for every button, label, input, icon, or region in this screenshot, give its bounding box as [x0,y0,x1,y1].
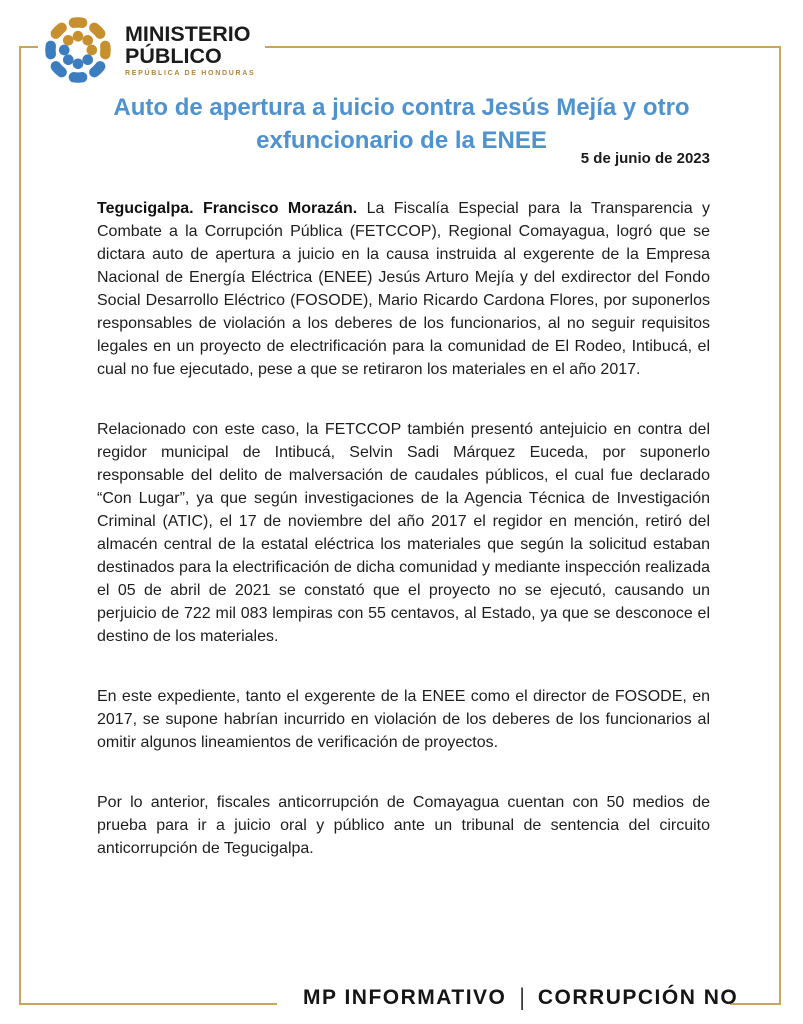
paragraph-3: En este expediente, tanto el exgerente de la ENEE como el director de FOSODE, en 2017, se supone habrían incurrido en violación de los deberes de los funcionarios al omitir algunos lineamientos de verificación de proyectos. [97,688,710,751]
page-title [0,91,803,157]
article-body [97,197,710,897]
gold-frame-left [19,46,21,1005]
gold-frame-right [779,46,781,1005]
ministerio-publico-logo [38,6,265,94]
page-title-line2: exfuncionario de la ENEE [256,127,547,154]
paragraph-1-dateline: Tegucigalpa. Francisco Morazán. [97,200,358,217]
publication-date: 5 de junio de 2023 [580,150,710,167]
paragraph-1 [97,197,710,381]
page-title-line1: Auto de apertura a juicio contra Jesús Mejía y otro [113,94,690,121]
logo-name-line1: MINISTERIO [125,22,251,46]
logo-subtitle: REPÚBLICA DE HONDURAS [125,70,256,77]
footer-corrupcion-no: CORRUPCIÓN NO [537,986,739,1009]
paragraph-4: Por lo anterior, fiscales anticorrupción de Comayagua cuentan con 50 medios de prueba para ir a juicio oral y público ante un tribunal de sentencia del circuito anticorrupción de Tegucigalpa. [97,794,710,857]
paragraph-1-text: La Fiscalía Especial para la Transparencia y Combate a la Corrupción Pública (FETCCOP), Regional Comayagua, logró que se dictara auto de apertura a juicio en la causa instruida al exgerente de la Empresa Nacional de Energía Eléctrica (ENEE) Jesús Arturo Mejía y del exdirector del Fondo Social Desarrollo Eléctrico (FOSODE), Mario Ricardo Cardona Flores, por suponerlos responsables de violación a los deberes de los funcionarios, al no seguir requisitos legales en un proyecto de electrificación para la comunidad de El Rodeo, Intibucá, el cual no fue ejecutado, pese a que se retiraron los materiales en el año 2017. [97,200,710,378]
footer-banner [277,982,739,1014]
logo-name-line2: PÚBLICO [125,44,222,68]
footer-mp-informativo: MP INFORMATIVO [303,986,507,1009]
paragraph-2: Relacionado con este caso, la FETCCOP también presentó antejuicio en contra del regidor municipal de Intibucá, Selvin Sadi Márquez Euceda, por suponerlo responsable del delito de malversación de caudales públicos, el cual fue declarado “Con Lugar”, ya que según investigaciones de la Agencia Técnica de Investigación Criminal (ATIC), el 17 de noviembre del año 2017 el regidor en mención, retiró del almacén central de la estatal eléctrica los materiales que según la solicitud estaban destinados para la electrificación de dicha comunidad y mediante inspección realizada el 05 de abril de 2021 se constató que el proyecto no se ejecutó, causando un perjuicio de 722 mil 083 lempiras con 55 centavos, al Estado, ya que se desconoce el destino de los materiales. [97,421,710,645]
people-circle-logo-icon [40,12,116,88]
footer-separator: | [519,984,525,1011]
logo-wordmark [125,23,255,77]
